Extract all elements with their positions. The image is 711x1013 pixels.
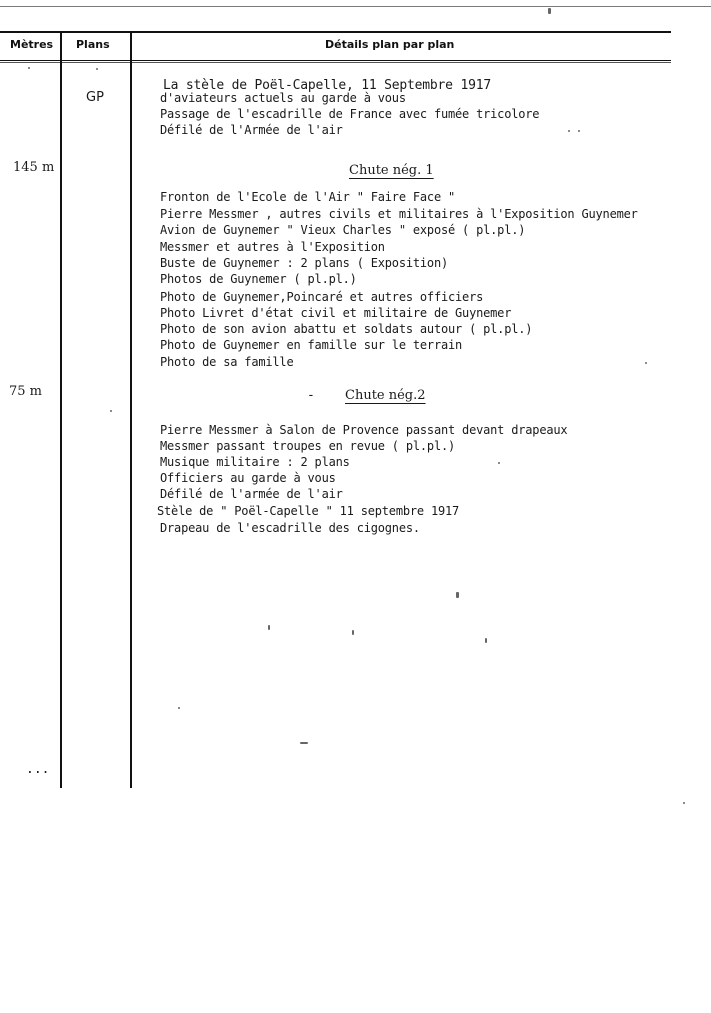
header-metres: Mètres <box>10 38 54 51</box>
detail-line: Avion de Guynemer " Vieux Charles " exposé ( pl.pl.) <box>160 223 526 237</box>
detail-line: Fronton de l'Ecole de l'Air " Faire Face " <box>160 190 456 204</box>
scan-speck <box>578 130 580 132</box>
section-heading-chute-2: Chute nég.2 <box>345 388 426 403</box>
detail-line: Photo de son avion abattu et soldats autour ( pl.pl.) <box>160 322 533 336</box>
column-divider-plans <box>130 33 132 788</box>
scan-speck <box>498 462 500 464</box>
detail-line: Photo Livret d'état civil et militaire de Guynemer <box>160 306 512 320</box>
scan-speck <box>110 410 112 412</box>
detail-line: La stèle de Poël-Capelle, 11 Septembre 1917 <box>163 78 491 93</box>
detail-line: Messmer passant troupes en revue ( pl.pl.) <box>160 439 456 453</box>
detail-line: Musique militaire : 2 plans <box>160 455 350 469</box>
detail-line: Messmer et autres à l'Exposition <box>160 240 385 254</box>
detail-line: d'aviateurs actuels au garde à vous <box>160 91 406 105</box>
section-dash: - <box>307 388 315 403</box>
scan-speck <box>300 742 308 744</box>
detail-line: Officiers au garde à vous <box>160 471 336 485</box>
header-details: Détails plan par plan <box>325 38 455 51</box>
scan-speck <box>28 67 30 69</box>
scan-speck <box>645 362 647 364</box>
detail-line: Défilé de l'armée de l'air <box>160 487 343 501</box>
detail-line: Photo de Guynemer en famille sur le terrain <box>160 338 463 352</box>
detail-line: Défilé de l'Armée de l'air <box>160 123 343 137</box>
detail-line: Photo de sa famille <box>160 355 294 369</box>
scan-speck <box>485 638 487 643</box>
scan-speck <box>548 8 551 14</box>
plan-gp: GP <box>86 90 104 105</box>
metre-ellipsis: ... <box>26 762 50 777</box>
metre-145: 145 m <box>13 160 55 175</box>
scan-speck <box>178 707 180 709</box>
table-header-rule <box>0 60 671 61</box>
scan-speck <box>568 130 570 132</box>
scan-speck <box>268 625 270 630</box>
column-divider-metres <box>60 33 62 788</box>
detail-line: Passage de l'escadrille de France avec fumée tricolore <box>160 107 540 121</box>
detail-line: Buste de Guynemer : 2 plans ( Exposition) <box>160 256 449 270</box>
header-plans: Plans <box>76 38 110 51</box>
detail-line: Pierre Messmer , autres civils et militaires à l'Exposition Guynemer <box>160 207 638 221</box>
table-header-rule-secondary <box>0 62 671 63</box>
scan-speck <box>456 592 459 598</box>
detail-line: Drapeau de l'escadrille des cigognes. <box>160 521 420 535</box>
detail-line: Stèle de " Poël-Capelle " 11 septembre 1917 <box>157 504 460 518</box>
table-top-rule <box>0 31 671 33</box>
scan-speck <box>352 630 354 635</box>
metre-75: 75 m <box>9 384 43 399</box>
scan-speck <box>683 802 685 804</box>
scan-top-edge <box>0 6 711 7</box>
detail-line: Photos de Guynemer ( pl.pl.) <box>160 272 357 286</box>
detail-line: Pierre Messmer à Salon de Provence passant devant drapeaux <box>160 423 568 437</box>
detail-line: Photo de Guynemer,Poincaré et autres officiers <box>160 290 484 304</box>
scan-speck <box>96 68 98 70</box>
section-heading-chute-1: Chute nég. 1 <box>349 163 434 178</box>
